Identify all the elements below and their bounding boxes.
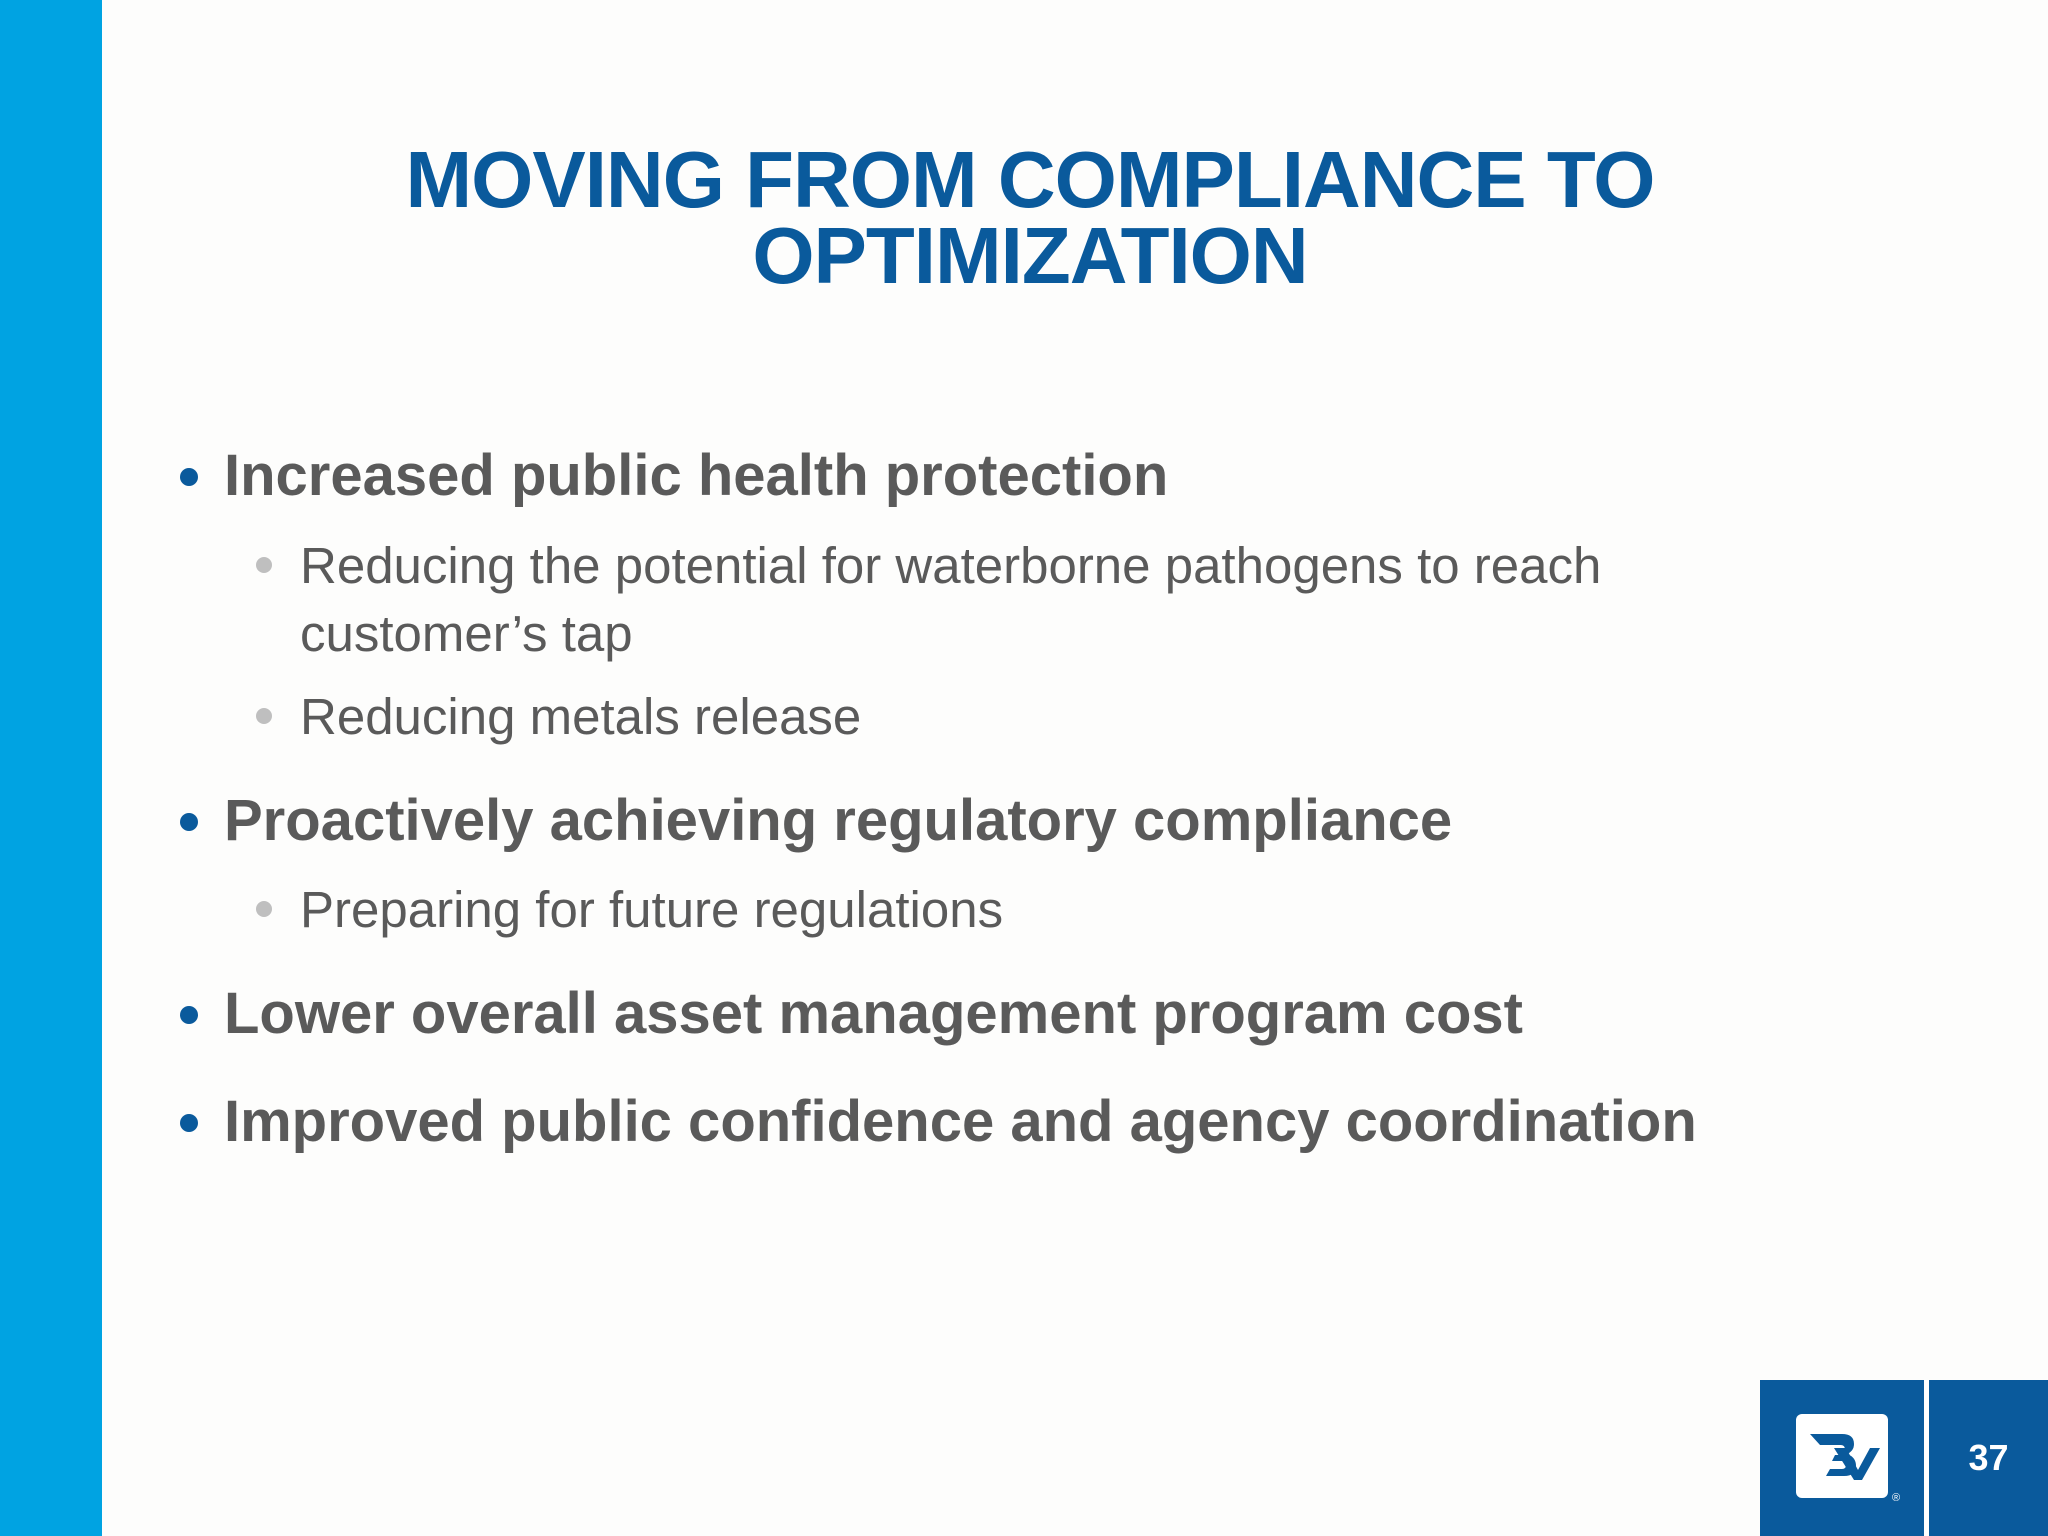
bullet-dot <box>180 1006 198 1024</box>
title-line-2: OPTIMIZATION <box>752 211 1308 300</box>
sub-bullet-line: customer’s tap <box>300 605 633 662</box>
bullet-item-3: Lower overall asset management program cost <box>224 981 1523 1046</box>
sub-bullet-line: Reducing the potential for waterborne pathogens to reach <box>300 537 1602 594</box>
registered-mark-icon: ® <box>1892 1492 1901 1504</box>
bullet-dot <box>180 1114 198 1132</box>
title-line-1: MOVING FROM COMPLIANCE TO <box>405 135 1655 224</box>
sub-bullet-item-1-1 <box>300 532 1860 668</box>
bullet-item-4: Improved public confidence and agency coordination <box>224 1089 1697 1154</box>
sub-bullet-item-2-1: Preparing for future regulations <box>300 881 1004 938</box>
bullet-dot <box>180 813 198 831</box>
sub-bullet-dot <box>256 901 272 917</box>
sub-bullet-item-1-2: Reducing metals release <box>300 688 862 745</box>
bv-logo-icon <box>1796 1414 1888 1498</box>
bullet-item-1: Increased public health protection <box>224 443 1169 508</box>
bullet-dot <box>180 468 198 486</box>
bullet-item-2: Proactively achieving regulatory compliance <box>224 788 1453 853</box>
sub-bullet-dot <box>256 557 272 573</box>
page-number-panel <box>1929 1380 2048 1536</box>
sub-bullet-dot <box>256 708 272 724</box>
page-number: 37 <box>1968 1437 2009 1478</box>
logo-panel <box>1760 1380 1924 1536</box>
